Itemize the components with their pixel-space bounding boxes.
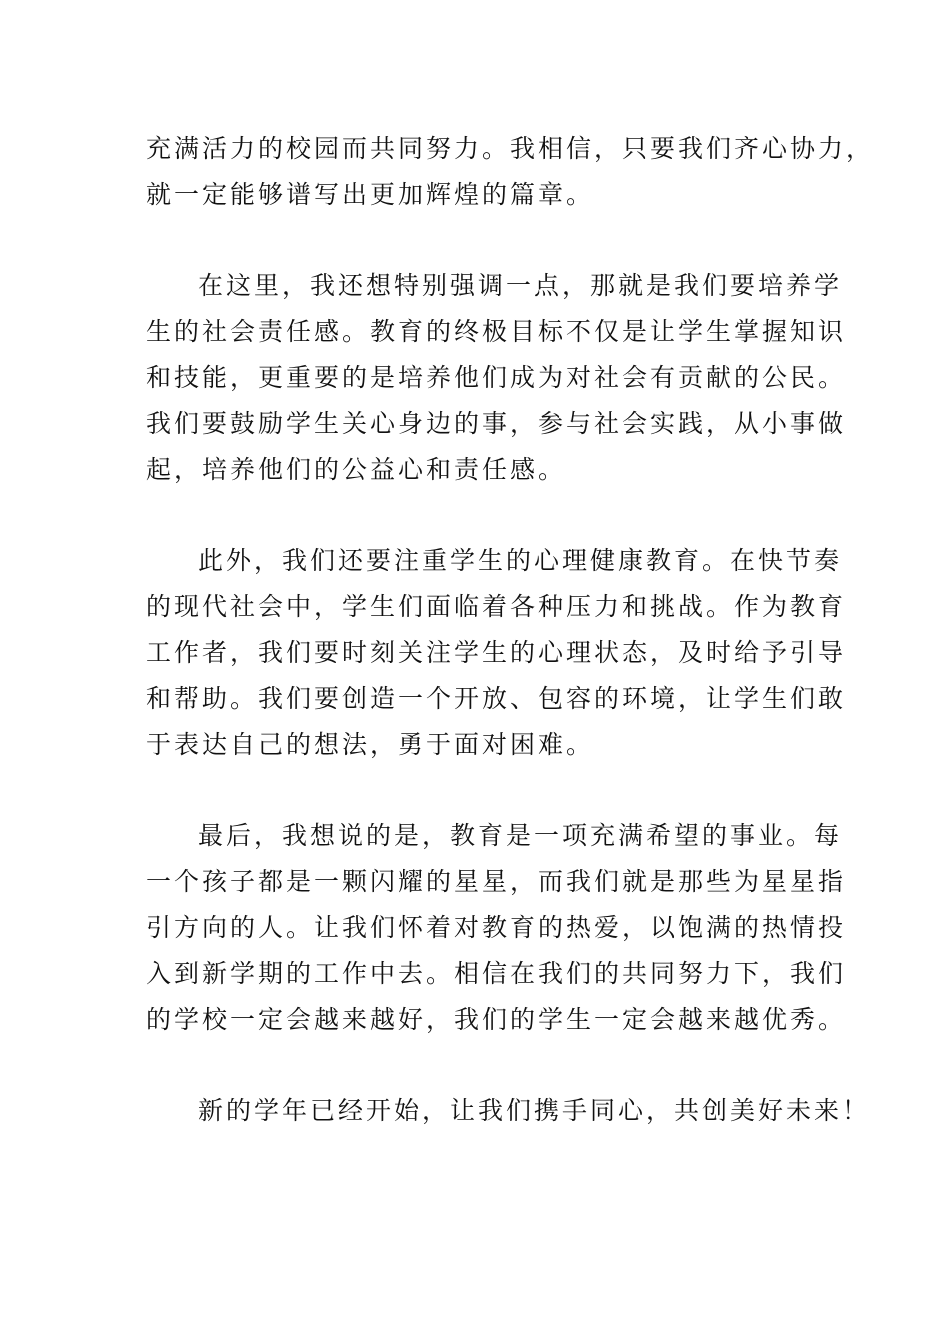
text-line: 和技能，更重要的是培养他们成为对社会有贡献的公民。 — [146, 363, 847, 392]
text-line: 最后，我想说的是，教育是一项充满希望的事业。每 — [198, 821, 843, 850]
paragraph-5 — [146, 1088, 871, 1134]
text-line: 此外，我们还要注重学生的心理健康教育。在快节奏 — [198, 546, 843, 575]
text-line: 于表达自己的想法，勇于面对困难。 — [146, 730, 595, 759]
text-line: 我们要鼓励学生关心身边的事，参与社会实践，从小事做 — [146, 409, 847, 438]
text-line: 入到新学期的工作中去。相信在我们的共同努力下，我们 — [146, 959, 847, 988]
text-line: 的学校一定会越来越好，我们的学生一定会越来越优秀。 — [146, 1005, 847, 1034]
text-line: 生的社会责任感。教育的终极目标不仅是让学生掌握知识 — [146, 317, 847, 346]
text-line: 和帮助。我们要创造一个开放、包容的环境，让学生们敢 — [146, 684, 847, 713]
text-line: 就一定能够谱写出更加辉煌的篇章。 — [146, 180, 595, 209]
text-line: 起，培养他们的公益心和责任感。 — [146, 455, 567, 484]
text-line: 的现代社会中，学生们面临着各种压力和挑战。作为教育 — [146, 592, 847, 621]
text-line: 引方向的人。让我们怀着对教育的热爱，以饱满的热情投 — [146, 913, 847, 942]
text-line: 新的学年已经开始，让我们携手同心，共创美好未来！ — [198, 1096, 871, 1125]
paragraph-2 — [146, 263, 847, 493]
text-line: 一个孩子都是一颗闪耀的星星，而我们就是那些为星星指 — [146, 867, 847, 896]
paragraph-4 — [146, 813, 847, 1043]
paragraph-1 — [146, 126, 875, 218]
document-page — [146, 126, 875, 1179]
text-line: 充满活力的校园而共同努力。我相信，只要我们齐心协力， — [146, 134, 875, 163]
text-line: 工作者，我们要时刻关注学生的心理状态，及时给予引导 — [146, 638, 847, 667]
text-line: 在这里，我还想特别强调一点，那就是我们要培养学 — [198, 271, 843, 300]
paragraph-3 — [146, 538, 847, 768]
